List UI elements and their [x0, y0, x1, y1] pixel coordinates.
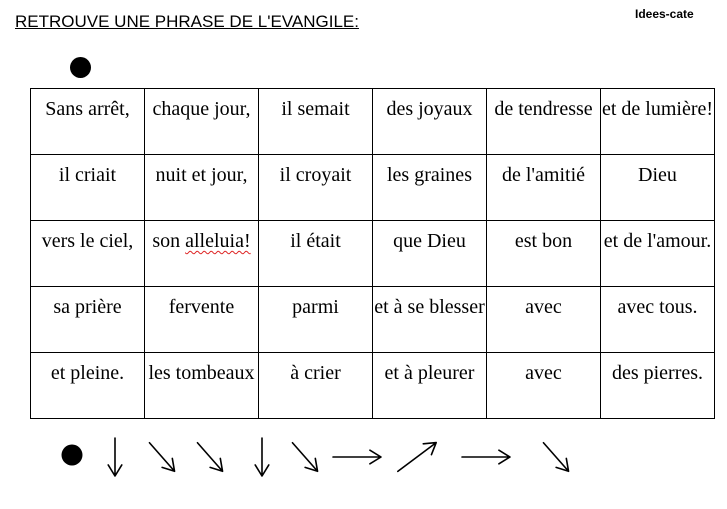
table-row [31, 287, 715, 353]
grid-cell: à crier [259, 353, 373, 419]
arrow-right-icon [462, 450, 510, 464]
arrow-down-right-icon [197, 443, 222, 472]
grid-cell: et de lumière! [601, 89, 715, 155]
table-row [31, 353, 715, 419]
grid-cell: chaque jour, [145, 89, 259, 155]
grid-cell: vers le ciel, [31, 221, 145, 287]
grid-cell: avec [487, 287, 601, 353]
grid-cell: que Dieu [373, 221, 487, 287]
grid-cell: de tendresse [487, 89, 601, 155]
grid-cell: il croyait [259, 155, 373, 221]
grid-cell: son alleluia! [145, 221, 259, 287]
grid-cell: et à pleurer [373, 353, 487, 419]
start-dot-icon [70, 57, 91, 78]
table-row [31, 89, 715, 155]
grid-cell: les tombeaux [145, 353, 259, 419]
grid-cell: sa prière [31, 287, 145, 353]
grid-cell: il était [259, 221, 373, 287]
arrow-up-right-icon [398, 443, 436, 472]
grid-cell: avec [487, 353, 601, 419]
arrow-down-right-icon [149, 443, 174, 472]
grid-cell: des pierres. [601, 353, 715, 419]
grid-cell: de l'amitié [487, 155, 601, 221]
table-row [31, 221, 715, 287]
grid-cell: il criait [31, 155, 145, 221]
grid-cell: Dieu [601, 155, 715, 221]
arrow-down-right-icon [292, 443, 317, 472]
brand-logo-text: Idees-cate [635, 7, 694, 21]
grid-cell: avec tous. [601, 287, 715, 353]
word-grid [30, 88, 715, 419]
path-start-dot-icon [62, 445, 83, 466]
grid-cell: fervente [145, 287, 259, 353]
spellcheck-underline: alleluia! [185, 230, 251, 252]
arrow-down-icon [255, 438, 269, 476]
arrow-right-icon [333, 450, 381, 464]
grid-cell: Sans arrêt, [31, 89, 145, 155]
grid-cell: est bon [487, 221, 601, 287]
page-title: RETROUVE UNE PHRASE DE L'EVANGILE: [15, 12, 359, 31]
grid-cell: et à se blesser [373, 287, 487, 353]
grid-cell: parmi [259, 287, 373, 353]
table-row [31, 155, 715, 221]
arrow-sequence [0, 425, 727, 509]
grid-cell: les graines [373, 155, 487, 221]
grid-cell: nuit et jour, [145, 155, 259, 221]
grid-cell: et pleine. [31, 353, 145, 419]
arrow-down-icon [108, 438, 122, 476]
grid-cell: et de l'amour. [601, 221, 715, 287]
arrow-down-right-icon [543, 443, 568, 472]
grid-cell: il semait [259, 89, 373, 155]
grid-cell: des joyaux [373, 89, 487, 155]
